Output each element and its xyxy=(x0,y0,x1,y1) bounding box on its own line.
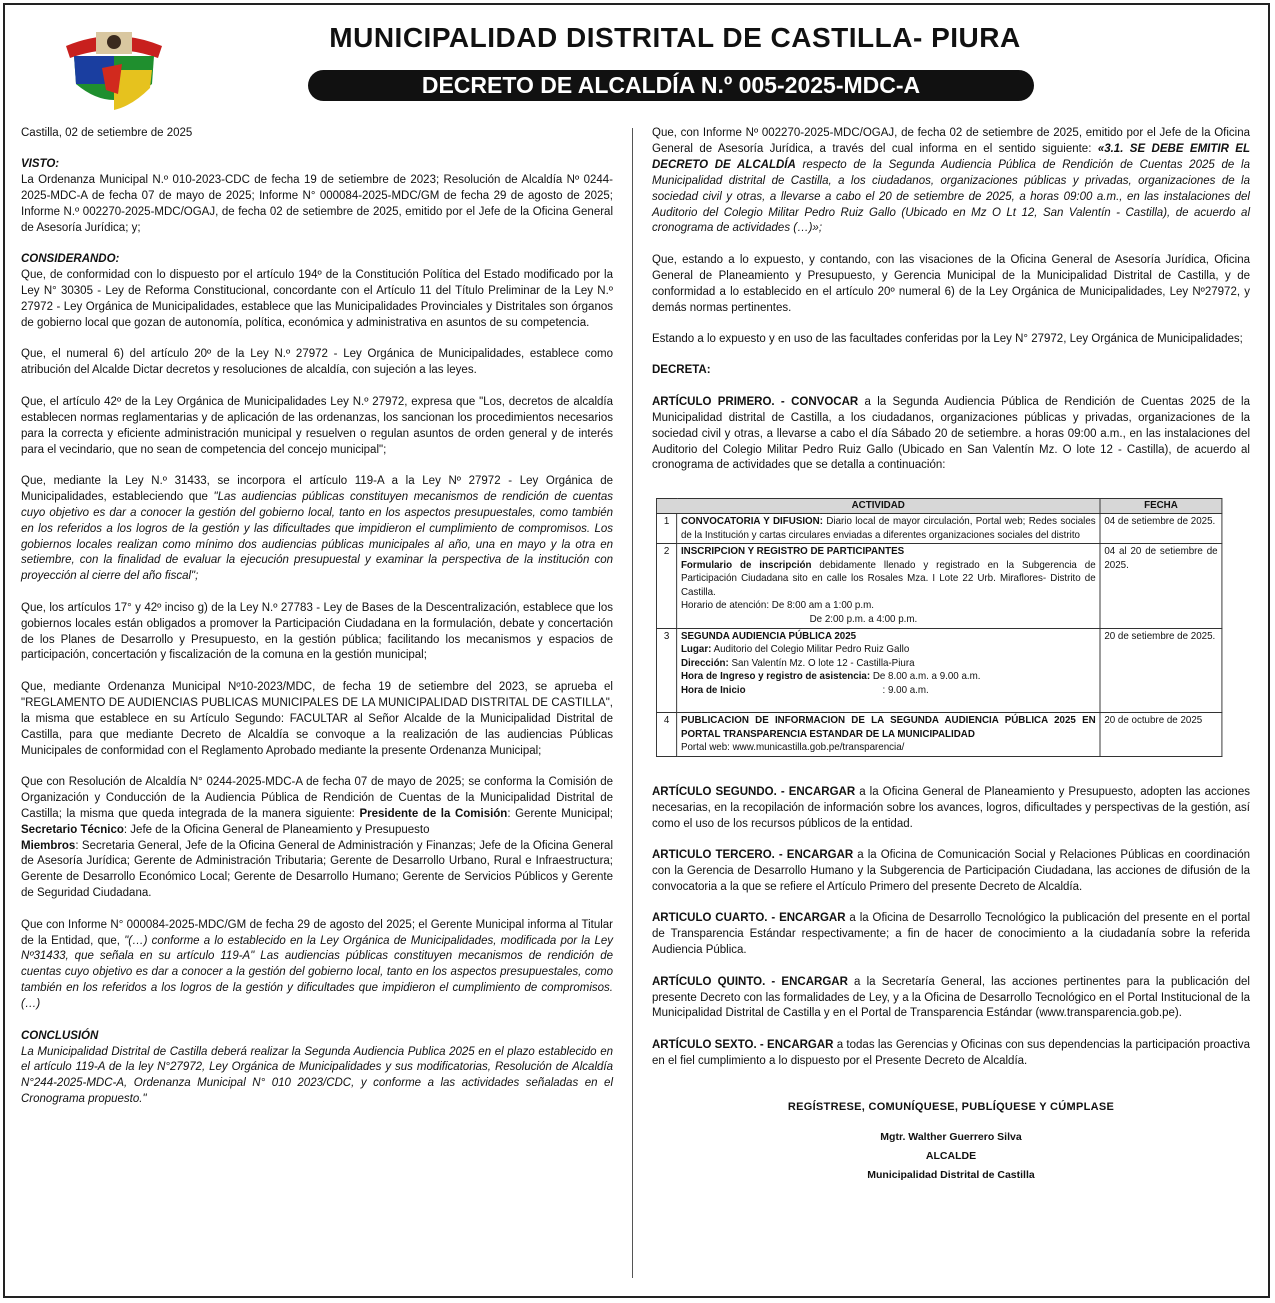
right-column xyxy=(652,126,1250,1185)
table-header-row xyxy=(656,499,1221,514)
row-number: 1 xyxy=(656,513,676,543)
activity-cell xyxy=(677,513,1100,543)
considerando-6: Que, mediante Ordenanza Municipal Nº10-2023/MDC, de fecha 19 de setiembre del 2023, se aprueba el "REGLAMENTO DE AUDIENCIAS PUBLICAS MUNICIPALES DE LA MUNICIPALIDAD DISTRITAL DE CASTILLA", la misma que establece en su Artículo Segundo: FACULTAR al Señor Alcalde de la Municipalidad Distrital de Castilla, para que mediante Decreto de Alcaldía se convoque a la realización de las audiencias Públicas Municipales de conformidad con el Reglamento Aprobado mediante la presente Ordenanza Municipal; xyxy=(21,680,613,757)
articulo-tercero-heading: ARTICULO TERCERO. - ENCARGAR xyxy=(652,849,854,862)
considerando-3: Que, el artículo 42º de la Ley Orgánica de Municipalidades Ley N.º 27972, expresa que "Los, decretos de alcaldía establecen normas reglamentarias y de aplicación de las ordenanzas, los sancionan los procedimientos necesarios para la correcta y eficiente administración municipal y resuelven o regulan asuntos de orden general y de interés para el vecindario, que no sean de competencia del concejo municipal"; xyxy=(21,395,613,456)
considerando-7-text: Que con Resolución de Alcaldía N° 0244-2025-MDC-A de fecha 07 de mayo de 2025; se conforma la Comisión de Organización y Conducción de la Audiencia Pública de Rendición de Cuentas de la Municipalidad Distrital de Castilla; la misma que queda integrada de la manera siguiente: xyxy=(21,775,613,820)
table-row xyxy=(656,544,1221,629)
row-number: 3 xyxy=(656,628,676,713)
inicio-label: Hora de Inicio xyxy=(680,685,746,697)
articulo-quinto-text: a la Secretaría General, las acciones pertinentes para la publicación del presente Decreto con las formalidades de Ley, y a la Oficina de Desarrollo Tecnológico en el Portal Institucional de la Municipalidad Distrital de Castilla y en el Portal de Transparencia Estándar (www.transparencia.gob.pe). xyxy=(652,975,1250,1020)
presidente-value: : Gerente Municipal; xyxy=(507,807,613,820)
decreta-heading: DECRETA: xyxy=(652,364,711,377)
date-cell: 20 de setiembre de 2025. xyxy=(1100,628,1222,713)
signature-block xyxy=(652,1128,1250,1185)
articulo-tercero xyxy=(652,848,1250,896)
schedule-line-1: Horario de atención: De 8:00 am a 1:00 p.m. xyxy=(680,600,874,612)
date-line: Castilla, 02 de setiembre de 2025 xyxy=(21,127,193,139)
articulo-primero-text: a la Segunda Audiencia Pública de Rendición de Cuentas 2025 de la Municipalidad distrital de Castilla, a los ciudadanos, organizaciones públicas y privadas, organizaciones de la sociedad civil y otras, a llevarse a cabo el día Sábado 20 de setiembre. a horas 09:00 a.m., en las instalaciones del Auditorio del Colegio Militar Pedro Ruiz Gallo (Ubicado en San Valentín Mz. O lote 12 - Castilla), de acuerdo al cronograma de actividades que se detalla a continuación: xyxy=(652,395,1250,472)
signatory-organization: Municipalidad Distrital de Castilla xyxy=(867,1168,1035,1181)
conclusion-text: La Municipalidad Distrital de Castilla deberá realizar la Segunda Audiencia Publica 2025 en el plazo establecido en el artículo 119-A de la ley N°27972, Ley Orgánica de Municipalidades y sus modificatorias, Resolución de Alcaldía N°244-2025-MDC-A, Ordenanza Municipal N° 010 2023/CDC, y conforme a las actividades señaladas en el Cronograma propuesto." xyxy=(21,1045,613,1106)
schedule-line-2: De 2:00 p.m. a 4:00 p.m. xyxy=(809,614,918,626)
portal-url: Portal web: www.municastilla.gob.pe/transparencia/ xyxy=(680,742,905,754)
visaciones-paragraph: Que, estando a lo expuesto, y contando, con las visaciones de la Oficina General de Asesoría Jurídica, Oficina General de Planeamiento y Presupuesto, y Gerencia Municipal de la Municipalidad Distrital de Castilla, y de conformidad a lo establecido en el artículo 20º numeral 6) de la Ley Orgánica de Municipalidades, Ley Nº27972, y demás normas pertinentes. xyxy=(652,253,1250,314)
articulo-segundo xyxy=(652,785,1250,833)
articulo-sexto-text: a todas las Gerencias y Oficinas con sus dependencias la participación proactiva en el fiel cumplimiento a lo dispuesto por el Presente Decreto de Alcaldía. xyxy=(652,1038,1250,1067)
miembros-value: : Secretaria General, Jefe de la Oficina General de Administración y Finanzas; Jefe de la Oficina General de Asesoría Jurídica; Gerente de Administración Tributaria; Gerente de Desarrollo Urbano, Rural e Infraestructura; Gerente de Desarrollo Económico Local; Gerente de Desarrollo Humano; Gerente de Servicios Públicos y Gerente de Seguridad Ciudadana. xyxy=(21,839,613,900)
activity-detail: debidamente llenado y registrado en la Subgerencia de Participación Ciudadana sito en calle los Rosales Mza. I Lote 22 Urb. Miraflores- Distrito de Castilla. xyxy=(680,559,1096,598)
articulo-quinto xyxy=(652,975,1250,1023)
considerando-8-quote: "(…) conforme a lo establecido en la Ley Orgánica de Municipalidades, modificada por la Ley Nº31433, que señala en su artículo 119-A" Las audiencias públicas constituyen mecanismos de rendición de cuentas cuyo objetivo es dar a conocer a la gestión del gobierno local, tanto en los aspectos presupuestales, como también en los referidos a los logros de la gestión y dificultades que impidieron el cumplimiento de compromisos. (…) xyxy=(21,934,614,1011)
articulo-cuarto-text: a la Oficina de Desarrollo Tecnológico la publicación del presente en el portal de Transparencia Estándar respectivamente; a fin de hacer de conocimiento a la ciudadanía sobre la referida Audiencia Pública. xyxy=(652,912,1251,957)
decree-number-banner: DECRETO DE ALCALDÍA N.º 005-2025-MDC-A xyxy=(308,70,1034,101)
activity-cell xyxy=(677,544,1100,629)
secretario-label: Secretario Técnico xyxy=(21,823,124,836)
informe-ogaj-text: Que, con Informe Nº 002270-2025-MDC/OGAJ, de fecha 02 de setiembre de 2025, emitido por el Jefe de la Oficina General de Asesoría Jurídica, a través del cual informa en el sentido siguiente: xyxy=(652,127,1250,155)
left-column xyxy=(21,126,613,1124)
lugar-value: Auditorio del Colegio Militar Pedro Ruiz Gallo xyxy=(711,644,910,656)
activities-schedule-table xyxy=(656,498,1222,757)
signatory-name: Mgtr. Walther Guerrero Silva xyxy=(880,1130,1022,1143)
visto-heading: VISTO: xyxy=(21,158,60,171)
conclusion-section xyxy=(21,1029,613,1109)
municipality-title: MUNICIPALIDAD DISTRITAL DE CASTILLA- PIURA xyxy=(329,22,1021,53)
visto-text: La Ordenanza Municipal N.º 010-2023-CDC de fecha 19 de setiembre de 2023; Resolución de Alcaldía Nº 0244-2025-MDC-A de fecha 07 de mayo de 2025; Informe N° 000084-2025-MDC/GM de fecha 29 de agosto de 2025; Informe N.º 002270-2025-MDC/OGAJ, de fecha 02 de setiembre de 2025, emitido por el Jefe de la Oficina General de Asesoría Jurídica; y; xyxy=(21,174,613,235)
date-cell: 04 de setiembre de 2025. xyxy=(1100,513,1222,543)
articulo-tercero-text: a la Oficina de Comunicación Social y Relaciones Públicas en coordinación con la Gerencia de Desarrollo Humano y la Subgerencia de Participación Ciudadana, las acciones de difusión de la convocatoria a la que se refiere el Artículo Primero del presente Decreto de Alcaldía. xyxy=(652,849,1250,894)
activity-title: SEGUNDA AUDIENCIA PÚBLICA 2025 xyxy=(680,630,857,642)
miembros-label: Miembros xyxy=(21,839,76,852)
articulo-sexto-heading: ARTÍCULO SEXTO. - ENCARGAR xyxy=(652,1038,834,1051)
considerando-8 xyxy=(21,918,613,1013)
articulo-cuarto-heading: ARTICULO CUARTO. - ENCARGAR xyxy=(652,912,846,925)
date-column-header: FECHA xyxy=(1100,499,1222,514)
articulo-sexto xyxy=(652,1038,1250,1070)
activity-detail: Diario local de mayor circulación, Portal web; Redes sociales de la Institución y cartas circulares enviadas a diferentes organizaciones sociales del distrito xyxy=(680,515,1096,541)
facultades-paragraph: Estando a lo expuesto y en uso de las facultades conferidas por la Ley N° 27972, Ley Orgánica de Municipalidades; xyxy=(652,332,1243,345)
activity-title: PUBLICACION DE INFORMACION DE LA SEGUNDA AUDIENCIA PÚBLICA 2025 EN PORTAL TRANSPARENCIA ESTANDAR DE LA MUNICIPALIDAD xyxy=(680,715,1096,740)
secretario-value: : Jefe de la Oficina General de Planeamiento y Presupuesto xyxy=(123,823,430,836)
considerando-1: Que, de conformidad con lo dispuesto por el artículo 194º de la Constitución Política del Estado modificado por la Ley N° 30305 - Ley de Reforma Constitucional, concordante con el Artículo 11 del Título Preliminar de la Ley N.º 27972 - Ley Orgánica de Municipalidades, establece que las Municipalidades Provinciales y Distritales son órganos de gobierno local que gozan de autonomía, política, económica y administrativa en asuntos de su competencia. xyxy=(21,269,613,330)
lugar-label: Lugar: xyxy=(680,644,712,656)
date-cell: 04 al 20 de setiembre de 2025. xyxy=(1100,544,1222,629)
date-cell: 20 de octubre de 2025 xyxy=(1100,713,1222,757)
articulo-quinto-heading: ARTÍCULO QUINTO. - ENCARGAR xyxy=(652,975,848,988)
considerando-8-text: Que con Informe N° 000084-2025-MDC/GM de fecha 29 de agosto del 2025; el Gerente Municipal informa al Titular de la Entidad, que, xyxy=(21,918,613,947)
activity-title: INSCRIPCION Y REGISTRO DE PARTICIPANTES xyxy=(680,546,905,558)
articulo-segundo-heading: ARTÍCULO SEGUNDO. - ENCARGAR xyxy=(652,786,856,798)
informe-ogaj-quote: respecto de la Segunda Audiencia Pública de Rendición de Cuentas 2025 de la Municipalidad distrital de Castilla, a los ciudadanos, organizaciones públicas y privadas, organizaciones de la sociedad civil y otras, a llevarse a cabo el 20 de setiembre de 2025, a horas 09:00 a.m., en las instalaciones del Auditorio del Colegio Militar Pedro Ruiz Gallo (Ubicado en Mz O Lt 12, San Valentín - Castilla), de acuerdo al cronograma de actividades (…)»; xyxy=(652,158,1250,235)
articulo-segundo-text: a la Oficina General de Planeamiento y Presupuesto, adopten las acciones necesarias, en la recopilación de información sobre los avances, logros, dificultades y perspectivas de la gestión, así como el uso de los recursos públicos de la entidad. xyxy=(652,786,1250,830)
table-row xyxy=(656,513,1221,543)
municipal-crest-logo xyxy=(62,24,166,116)
articulo-primero-heading: ARTÍCULO PRIMERO. - CONVOCAR xyxy=(652,395,859,408)
informe-ogaj-bold: «3.1. SE DEBE EMITIR EL DECRETO DE ALCALDÍA xyxy=(652,142,1250,171)
ingreso-value: De 8.00 a.m. a 9.00 a.m. xyxy=(870,671,981,683)
conclusion-heading: CONCLUSIÓN xyxy=(21,1029,99,1042)
considerando-2: Que, el numeral 6) del artículo 20º de la Ley N.º 27972 - Ley Orgánica de Municipalidades, establece como atribución del Alcalde Dictar decretos y resoluciones de alcaldía, con sujeción a las leyes. xyxy=(21,348,613,377)
considerando-4 xyxy=(21,474,613,585)
visto-section xyxy=(21,157,613,237)
row-number: 4 xyxy=(656,713,676,757)
activity-cell xyxy=(677,713,1100,757)
inicio-value: : 9.00 a.m. xyxy=(882,685,929,697)
table-row xyxy=(656,628,1221,713)
articulo-primero xyxy=(652,395,1250,475)
considerando-heading: CONSIDERANDO: xyxy=(21,253,120,266)
ingreso-label: Hora de Ingreso y registro de asistencia: xyxy=(680,671,871,683)
activity-cell xyxy=(677,628,1100,713)
considerando-7 xyxy=(21,775,613,902)
column-divider xyxy=(632,128,633,1278)
signatory-role: ALCALDE xyxy=(925,1149,977,1162)
table-row xyxy=(656,713,1221,757)
direccion-value: San Valentín Mz. O lote 12 - Castilla-Piura xyxy=(728,657,915,669)
articulo-cuarto xyxy=(652,911,1250,959)
informe-ogaj xyxy=(652,126,1250,237)
activity-column-header: ACTIVIDAD xyxy=(656,499,1100,514)
row-number: 2 xyxy=(656,544,676,629)
activity-bold-label: Formulario de inscripción xyxy=(680,559,812,571)
direccion-label: Dirección: xyxy=(680,657,729,669)
closing-formula: REGÍSTRESE, COMUNÍQUESE, PUBLÍQUESE Y CÚMPLASE xyxy=(787,1100,1115,1113)
activity-title: CONVOCATORIA Y DIFUSION: xyxy=(680,515,823,527)
considerando-4-quote: "Las audiencias públicas constituyen mecanismos de rendición de cuentas cuyo objetivo es dar a conocer la gestión del gobierno local, tanto en los aspectos presupuestales, como también en los referidos a los logros de la gestión y las dificultades que impidieron el cumplimiento de compromisos. Los gobiernos locales realizan como mínimo dos audiencias públicas municipales al año, una en mayo y la otra en setiembre, con la finalidad de evaluar la ejecución presupuestal y examinar la perspectiva de la institución con proyección al cierre del año fiscal"; xyxy=(21,490,613,583)
considerando-4-text: Que, mediante la Ley N.º 31433, se incorpora el artículo 119-A a la Ley Nº 27972 - Ley Orgánica de Municipalidades, estableciendo que xyxy=(21,474,613,503)
considerando-section xyxy=(21,252,613,332)
presidente-label: Presidente de la Comisión xyxy=(359,807,508,820)
considerando-5: Que, los artículos 17° y 42º inciso g) de la Ley N.º 27783 - Ley de Bases de la Descentralización, establece que los gobiernos locales están obligados a promover la Participación Ciudadana en la formulación, debate y concertación de los Planes de Desarrollo y Presupuesto, en la gestión pública; facilitando los mecanismos y espacios de participación, concertación y fiscalización de la comuna en la gestión municipal; xyxy=(21,601,613,662)
